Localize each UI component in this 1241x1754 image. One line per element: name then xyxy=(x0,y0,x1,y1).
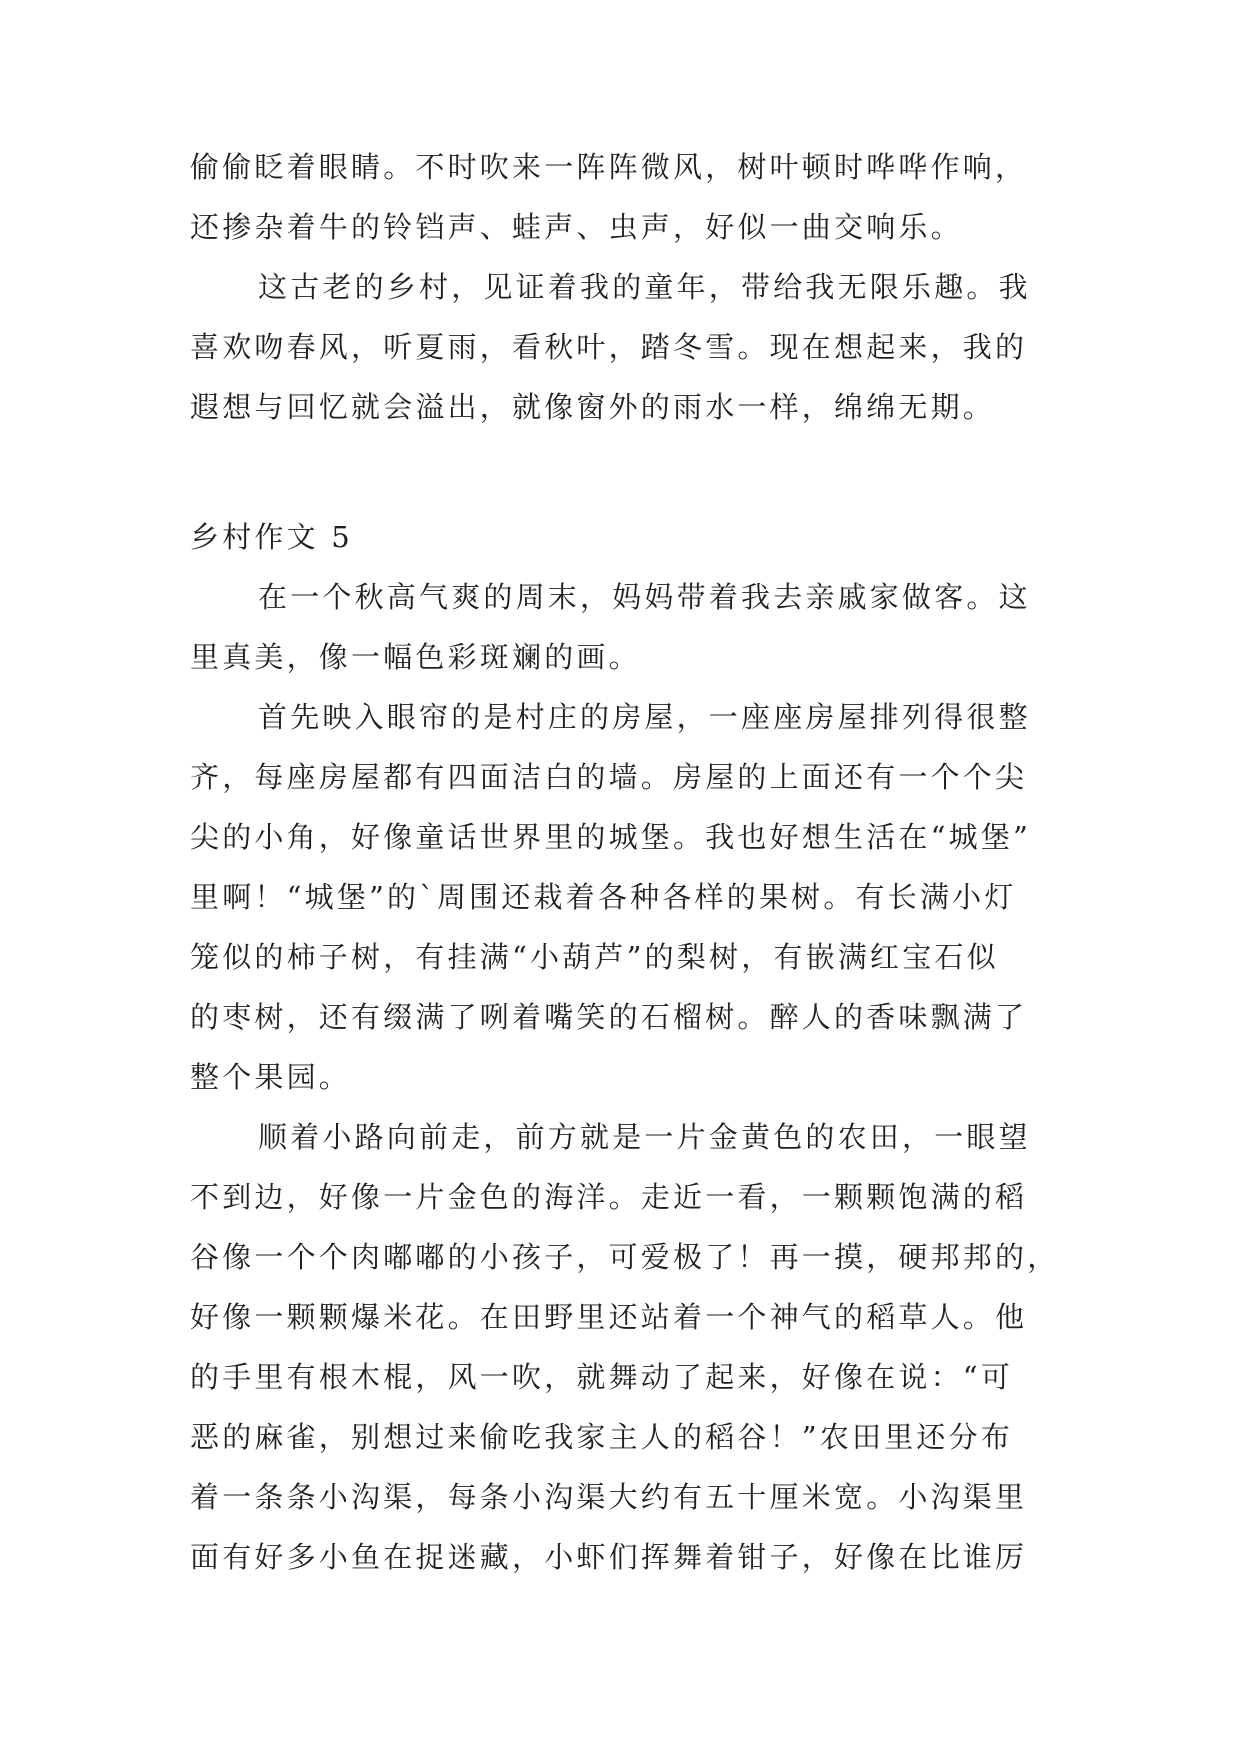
paragraph-3 xyxy=(190,1107,1060,1587)
paragraph-line: 尖的小角，好像童话世界里的城堡。我也好想生活在“城堡” xyxy=(190,820,1032,854)
paragraph-line: 偷偷眨着眼睛。不时吹来一阵阵微风，树叶顿时哗哗作响， xyxy=(190,150,1028,184)
closing-paragraph xyxy=(190,257,1060,437)
paragraph-line: 喜欢吻春风，听夏雨，看秋叶，踏冬雪。现在想起来，我的 xyxy=(190,330,1028,364)
section-title: 乡村作文 5 xyxy=(190,520,353,554)
paragraph-line: 还掺杂着牛的铃铛声、蛙声、虫声，好似一曲交响乐。 xyxy=(190,210,963,244)
paragraph-1 xyxy=(190,567,1060,687)
paragraph-line: 齐，每座房屋都有四面洁白的墙。房屋的上面还有一个个尖 xyxy=(190,760,1028,794)
paragraph-line: 里啊！“城堡”的`周围还栽着各种各样的果树。有长满小灯 xyxy=(190,880,1017,914)
paragraph-line: 谷像一个个肉嘟嘟的小孩子，可爱极了！再一摸，硬邦邦的， xyxy=(190,1240,1060,1274)
continued-paragraph xyxy=(190,137,1060,257)
paragraph-line: 遐想与回忆就会溢出，就像窗外的雨水一样，绵绵无期。 xyxy=(190,390,996,424)
paragraph-line: 笼似的柿子树，有挂满“小葫芦”的梨树，有嵌满红宝石似 xyxy=(190,940,999,974)
paragraph-line: 顺着小路向前走，前方就是一片金黄色的农田，一眼望 xyxy=(258,1120,1031,1154)
paragraph-line: 恶的麻雀，别想过来偷吃我家主人的稻谷！”农田里还分布 xyxy=(190,1420,1014,1454)
paragraph-line: 里真美，像一幅色彩斑斓的画。 xyxy=(190,640,641,674)
paragraph-line: 面有好多小鱼在捉迷藏，小虾们挥舞着钳子，好像在比谁厉 xyxy=(190,1540,1028,1574)
paragraph-line: 好像一颗颗爆米花。在田野里还站着一个神气的稻草人。他 xyxy=(190,1300,1028,1334)
paragraph-line: 整个果园。 xyxy=(190,1060,352,1094)
paragraph-line: 在一个秋高气爽的周末，妈妈带着我去亲戚家做客。这 xyxy=(258,580,1031,614)
paragraph-line: 这古老的乡村，见证着我的童年，带给我无限乐趣。我 xyxy=(258,270,1031,304)
paragraph-line: 的枣树，还有缀满了咧着嘴笑的石榴树。醉人的香味飘满了 xyxy=(190,1000,1028,1034)
paragraph-line: 的手里有根木棍，风一吹，就舞动了起来，好像在说：“可 xyxy=(190,1360,1014,1394)
paragraph-2 xyxy=(190,687,1060,1107)
paragraph-line: 着一条条小沟渠，每条小沟渠大约有五十厘米宽。小沟渠里 xyxy=(190,1480,1028,1514)
paragraph-line: 首先映入眼帘的是村庄的房屋，一座座房屋排列得很整 xyxy=(258,700,1031,734)
paragraph-line: 不到边，好像一片金色的海洋。走近一看，一颗颗饱满的稻 xyxy=(190,1180,1028,1214)
